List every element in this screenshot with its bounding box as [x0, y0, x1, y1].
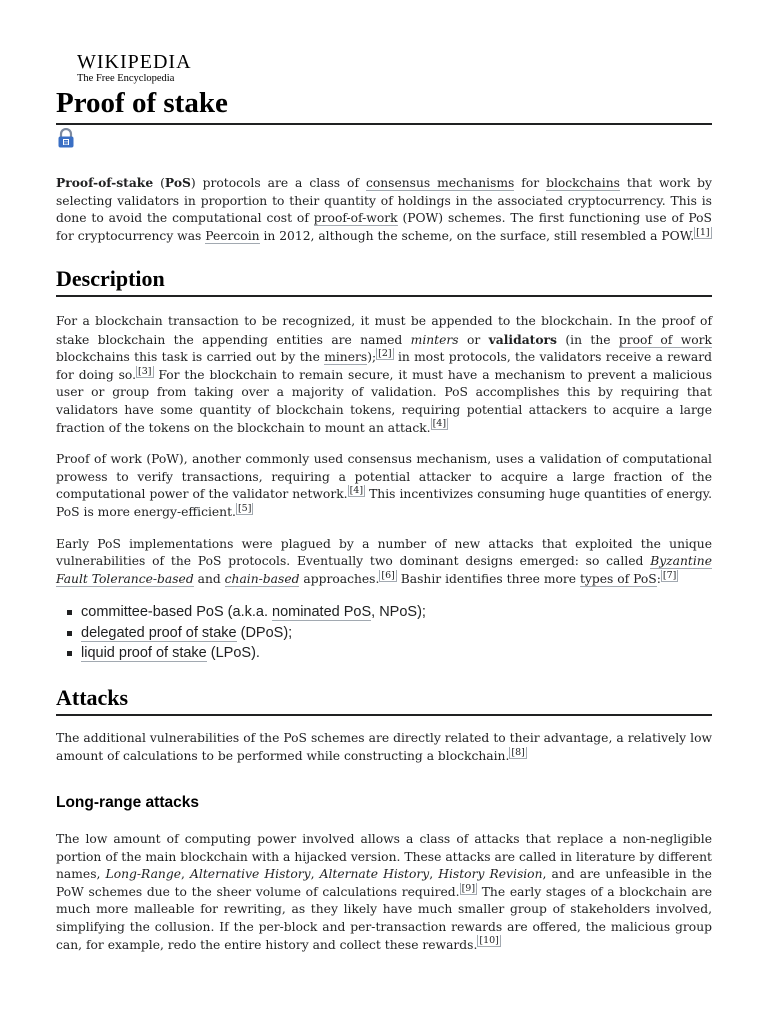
description-paragraph-1: For a blockchain transaction to be recognized, it must be appended to the blockchain. In the proof of stake blockchain the appending entities are named minters or validators (in the proof of work blockchains this task is carried out by the miners); [2] in most protocols, the validators receive a reward for doing so. [3] For the blockchain to remain secure, it must have a mechanism to prevent a malicious user or group from taking over a majority of validation. PoS accomplishes this by requiring that validators have some quantity of blockchain tokens, requiring potential attackers to acquire a large fraction of the tokens on the blockchain to mount an attack. [4]: [56, 314, 713, 435]
page-title: Proof of stake: [56, 84, 712, 125]
link-chain-based[interactable]: chain-based: [224, 571, 300, 586]
link-blockchains[interactable]: blockchains: [546, 176, 620, 190]
citation-1[interactable]: [1]: [696, 226, 710, 238]
link-types-of-pos[interactable]: types of PoS: [579, 571, 657, 586]
section-description: [56, 265, 712, 664]
list-item: committee-based PoS (a.k.a. nominated PoS, NPoS);: [66, 602, 712, 623]
link-peercoin[interactable]: Peercoin: [205, 228, 260, 243]
logo-wordmark: WIKIPEDIA: [77, 51, 192, 73]
link-liquid-proof-of-stake[interactable]: liquid proof of stake: [81, 645, 207, 662]
heading-attacks: Attacks: [56, 684, 712, 716]
wikipedia-logo[interactable]: [77, 52, 192, 85]
lede-paragraph: Proof-of-stake (PoS) protocols are a class of consensus mechanisms for blockchains that work by selecting validators in proportion to their quantity of holdings in the associated cryptocurrency. This is done to avoid the computational cost of proof-of-work (POW) schemes. The first functioning use of PoS for cryptocurrency was Peercoin in 2012, although the scheme, on the surface, still resembled a POW. [1]: [56, 175, 712, 243]
heading-description: Description: [56, 265, 712, 297]
list-item: delegated proof of stake (DPoS);: [66, 623, 712, 644]
attacks-paragraph: The additional vulnerabilities of the PoS schemes are directly related to their advantage, a relatively low amount of calculations to be performed while constructing a blockchain. [8]: [56, 731, 712, 763]
citation-3[interactable]: [3]: [138, 365, 152, 377]
description-paragraph-3: Early PoS implementations were plagued by a number of new attacks that exploited the unique vulnerabilities of the PoS protocols. Eventually two dominant designs emerged: so called Byzantine Fault Tolerance-based and chain-based approaches. [6] Bashir identifies three more types of PoS: [7]: [56, 536, 712, 586]
lock-icon[interactable]: [57, 128, 75, 148]
citation-8[interactable]: [8]: [511, 746, 525, 758]
citation-4[interactable]: [4]: [432, 418, 447, 430]
link-nominated-pos[interactable]: nominated PoS: [272, 604, 372, 621]
description-paragraph-2: Proof of work (PoW), another commonly used consensus mechanism, uses a validation of computational prowess to verify transactions, requiring a potential attacker to acquire a large fraction of the computational power of the validator network. [4] This incentivizes consuming huge quantities of energy. PoS is more energy-efficient. [5]: [56, 452, 712, 519]
long-range-paragraph: The low amount of computing power involved allows a class of attacks that replace a non-negligible portion of the main blockchain with a hijacked version. These attacks are called in literature by different names, Long-Range, Alternative History, Alternate History, History Revision, and are unfeasible in the PoW schemes due to the sheer volume of calculations required. [9] The early stages of a blockchain are much more malleable for rewriting, as they likely have much smaller group of stakeholders involved, simplifying the collusion. If the per-block and per-transaction rewards are offered, the malicious group can, for example, redo the entire history and collect these rewards. [10]: [56, 832, 713, 952]
citation-4b[interactable]: [4]: [349, 485, 364, 497]
citation-9[interactable]: [9]: [461, 882, 476, 894]
list-item: liquid proof of stake (LPoS).: [66, 643, 712, 664]
link-byzantine-fault-tolerance[interactable]: Byzantine Fault Tolerance-based: [56, 554, 712, 586]
section-long-range-attacks: [56, 793, 712, 968]
link-miners[interactable]: miners: [324, 350, 368, 365]
citation-2[interactable]: [2]: [378, 348, 392, 360]
link-delegated-proof-of-stake[interactable]: delegated proof of stake: [81, 624, 237, 641]
citation-7[interactable]: [7]: [662, 569, 677, 581]
citation-5[interactable]: [5]: [237, 502, 252, 514]
link-proof-of-work-2[interactable]: proof of work: [618, 332, 713, 347]
pos-types-list: [56, 602, 712, 664]
logo-tagline: The Free Encyclopedia: [77, 73, 175, 84]
section-attacks: [56, 684, 712, 779]
citation-10[interactable]: [10]: [479, 935, 499, 947]
citation-6[interactable]: [6]: [381, 569, 395, 581]
lede: [56, 174, 712, 259]
heading-long-range-attacks: Long-range attacks: [56, 794, 199, 811]
link-consensus-mechanisms[interactable]: consensus mechanisms: [365, 176, 515, 190]
link-proof-of-work[interactable]: proof-of-work: [313, 211, 398, 226]
